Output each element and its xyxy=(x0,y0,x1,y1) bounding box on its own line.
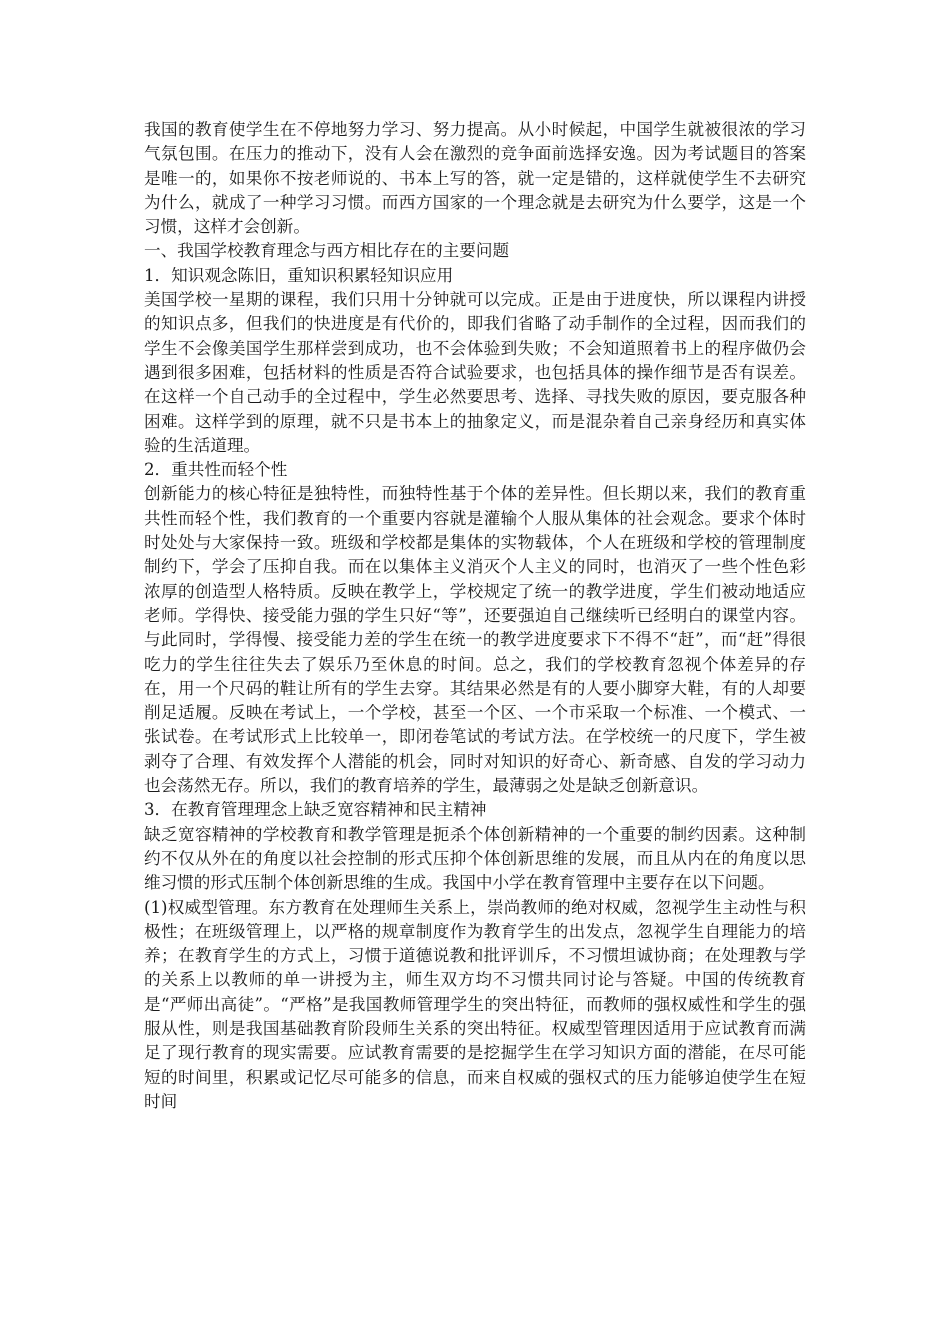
body-paragraph-4: (1)权威型管理。东方教育在处理师生关系上，崇尚教师的绝对权威，忽视学生主动性与积极性；在班级管理上，以严格的规章制度作为教育学生的出发点，忽视学生自理能力的培养；在教育学生的方式上，习惯于道德说教和批评训斥，不习惯坦诚协商；在处理教与学的关系上以教师的单一讲授为主，师生双方均不习惯共同讨论与答疑。中国的传统教育是“严师出高徒”。“严格”是我国教师管理学生的突出特征，而教师的强权威性和学生的强服从性，则是我国基础教育阶段师生关系的突出特征。权威型管理因适用于应试教育而满足了现行教育的现实需要。应试教育需要的是挖掘学生在学习知识方面的潜能，在尽可能短的时间里，积累或记忆尽可能多的信息，而来自权威的强权式的压力能够迫使学生在短时间 xyxy=(144,897,806,1111)
body-paragraph-3: 缺乏宽容精神的学校教育和教学管理是扼杀个体创新精神的一个重要的制约因素。这种制约不仅从外在的角度以社会控制的形式压抑个体创新思维的发展，而且从内在的角度以思维习惯的形式压制个体创新思维的生成。我国中小学在教育管理中主要存在以下问题。 xyxy=(144,824,806,893)
section-heading: 一、我国学校教育理念与西方相比存在的主要问题 xyxy=(144,241,510,261)
intro-paragraph: 我国的教育使学生在不停地努力学习、努力提高。从小时候起，中国学生就被很浓的学习气氛包围。在压力的推动下，没有人会在激烈的竞争面前选择安逸。因为考试题目的答案是唯一的，如果你不按老师说的、书本上写的答，就一定是错的，这样就使学生不去研究为什么，就成了一种学习习惯。而西方国家的一个理念就是去研究为什么要学，这是一个习惯，这样才会创新。 xyxy=(144,120,806,237)
body-paragraph-2: 创新能力的核心特征是独特性，而独特性基于个体的差异性。但长期以来，我们的教育重共性而轻个性，我们教育的一个重要内容就是灌输个人服从集体的社会观念。要求个体时时处处与大家保持一致。班级和学校都是集体的实物载体，个人在班级和学校的管理制度制约下，学会了压抑自我。而在以集体主义消灭个人主义的同时，也消灭了一些个性色彩浓厚的创造型人格特质。反映在教学上，学校规定了统一的教学进度，学生们被动地适应老师。学得快、接受能力强的学生只好“等”，还要强迫自己继续听已经明白的课堂内容。与此同时，学得慢、接受能力差的学生在统一的教学进度要求下不得不“赶”，而“赶”得很吃力的学生往往失去了娱乐乃至休息的时间。总之，我们的学校教育忽视个体差异的存在，用一个尺码的鞋让所有的学生去穿。其结果必然是有的人要小脚穿大鞋，有的人却要削足适履。反映在考试上，一个学校，甚至一个区、一个市采取一个标准、一个模式、一张试卷。在考试形式上比较单一，即闭卷笔试的考试方法。在学校统一的尺度下，学生被剥夺了合理、有效发挥个人潜能的机会，同时对知识的好奇心、新奇感、自发的学习动力也会荡然无存。所以，我们的教育培养的学生，最薄弱之处是缺乏创新意识。 xyxy=(144,484,806,796)
document-body xyxy=(144,118,806,1114)
body-paragraph-1: 美国学校一星期的课程，我们只用十分钟就可以完成。正是由于进度快，所以课程内讲授的知识点多，但我们的快进度是有代价的，即我们省略了动手制作的全过程，因而我们的学生不会像美国学生那样尝到成功，也不会体验到失败；不会知道照着书上的程序做仍会遇到很多困难，包括材料的性质是否符合试验要求，也包括具体的操作细节是否有误差。在这样一个自己动手的全过程中，学生必然要思考、选择、寻找失败的原因，要克服各种困难。这样学到的原理，就不只是书本上的抽象定义，而是混杂着自己亲身经历和真实体验的生活道理。 xyxy=(144,290,806,455)
subsection-heading-2: 2．重共性而轻个性 xyxy=(144,460,288,480)
subsection-heading-3: 3．在教育管理理念上缺乏宽容精神和民主精神 xyxy=(144,800,487,820)
subsection-heading-1: 1．知识观念陈旧，重知识积累轻知识应用 xyxy=(144,265,454,285)
